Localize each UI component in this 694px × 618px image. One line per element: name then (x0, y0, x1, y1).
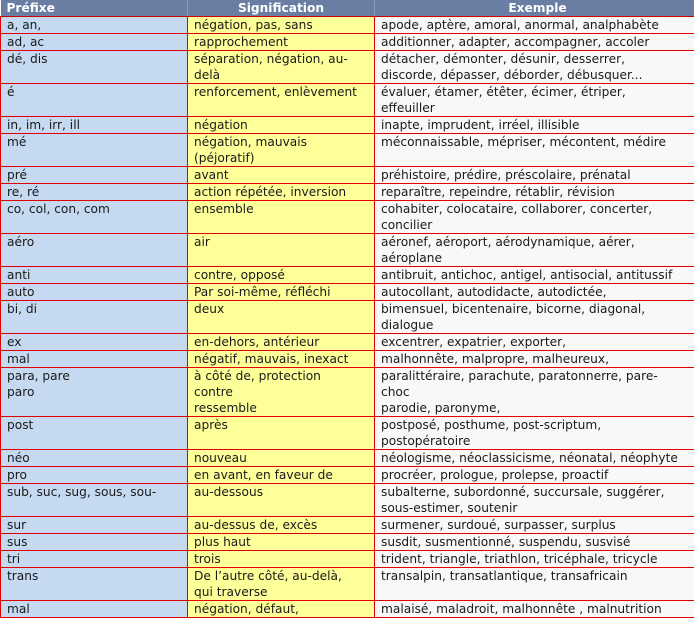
meaning-cell (188, 351, 375, 368)
example-cell (375, 117, 694, 134)
meaning-cell-line: ensemble (194, 201, 368, 217)
prefix-cell (1, 484, 188, 517)
example-cell-line: inapte, imprudent, irréel, illisible (381, 117, 694, 133)
prefix-cell-line: néo (7, 450, 181, 466)
example-cell (375, 517, 694, 534)
table-row (1, 517, 694, 534)
prefix-cell-line: paro (7, 384, 181, 400)
example-cell-line: trident, triangle, triathlon, tricéphale, tricycle (381, 551, 694, 567)
table-row (1, 34, 694, 51)
header-example: Exemple (375, 0, 694, 17)
prefix-cell-line: pré (7, 167, 181, 183)
example-cell (375, 450, 694, 467)
table-row (1, 201, 694, 234)
meaning-cell (188, 568, 375, 601)
example-cell-line: transalpin, transatlantique, transafricain (381, 568, 694, 584)
meaning-cell-line: De l’autre côté, au-delà, (194, 568, 368, 584)
table-row (1, 117, 694, 134)
meaning-cell-line: action répétée, inversion (194, 184, 368, 200)
prefix-cell-line: trans (7, 568, 181, 584)
prefix-cell-line: mal (7, 601, 181, 617)
prefix-cell (1, 417, 188, 450)
prefix-cell-line: a, an, (7, 17, 181, 33)
meaning-cell (188, 34, 375, 51)
example-cell (375, 84, 694, 117)
prefix-cell (1, 301, 188, 334)
meaning-cell-line: à côté de, protection (194, 368, 368, 384)
meaning-cell (188, 484, 375, 517)
example-cell (375, 201, 694, 234)
table-row (1, 284, 694, 301)
prefix-cell (1, 517, 188, 534)
example-cell-line: parodie, paronyme, (381, 400, 694, 416)
example-cell-line: malhonnête, malpropre, malheureux, (381, 351, 694, 367)
table-row (1, 334, 694, 351)
meaning-cell-line: plus haut (194, 534, 368, 550)
example-cell (375, 284, 694, 301)
prefix-cell-line: sur (7, 517, 181, 533)
meaning-cell (188, 467, 375, 484)
meaning-cell-line: qui traverse (194, 584, 368, 600)
meaning-cell-line: trois (194, 551, 368, 567)
meaning-cell-line: delà (194, 67, 368, 83)
prefix-cell-line: é (7, 84, 181, 100)
example-cell (375, 301, 694, 334)
meaning-cell (188, 167, 375, 184)
meaning-cell-line: deux (194, 301, 368, 317)
meaning-cell (188, 450, 375, 467)
prefix-cell (1, 368, 188, 417)
prefix-cell-line: ex (7, 334, 181, 350)
example-cell-line: néologisme, néoclassicisme, néonatal, néophyte (381, 450, 694, 466)
header-prefix: Préfixe (1, 0, 188, 17)
table-row (1, 301, 694, 334)
prefix-cell-line: ad, ac (7, 34, 181, 50)
example-cell-line: subalterne, subordonné, succursale, suggérer, (381, 484, 694, 500)
table-row (1, 234, 694, 267)
example-cell (375, 51, 694, 84)
prefix-cell-line: para, pare (7, 368, 181, 384)
prefix-cell (1, 450, 188, 467)
meaning-cell (188, 301, 375, 334)
meaning-cell-line: avant (194, 167, 368, 183)
prefix-cell (1, 201, 188, 234)
prefix-cell (1, 284, 188, 301)
prefix-cell (1, 334, 188, 351)
example-cell (375, 568, 694, 601)
meaning-cell (188, 517, 375, 534)
example-cell (375, 368, 694, 417)
example-cell-line: effeuiller (381, 100, 694, 116)
example-cell (375, 351, 694, 368)
prefix-cell-line: co, col, con, com (7, 201, 181, 217)
example-cell-line: méconnaissable, mépriser, mécontent, médire (381, 134, 694, 150)
meaning-cell-line: nouveau (194, 450, 368, 466)
example-cell-line: excentrer, expatrier, exporter, (381, 334, 694, 350)
example-cell-line: discorde, dépasser, déborder, débusquer... (381, 67, 694, 83)
meaning-cell (188, 284, 375, 301)
table-row (1, 184, 694, 201)
meaning-cell (188, 117, 375, 134)
example-cell-line: préhistoire, prédire, préscolaire, prénatal (381, 167, 694, 183)
example-cell-line: antibruit, antichoc, antigel, antisocial, antitussif (381, 267, 694, 283)
meaning-cell-line: après (194, 417, 368, 433)
meaning-cell (188, 234, 375, 267)
meaning-cell-line: négation, défaut, (194, 601, 368, 617)
meaning-cell-line: négation, pas, sans (194, 17, 368, 33)
example-cell-line: reparaître, repeindre, rétablir, révision (381, 184, 694, 200)
meaning-cell (188, 334, 375, 351)
example-cell (375, 234, 694, 267)
example-cell (375, 417, 694, 450)
example-cell (375, 467, 694, 484)
example-cell-line: aéronef, aéroport, aérodynamique, aérer, (381, 234, 694, 250)
example-cell-line: malaisé, maladroit, malhonnête , malnutrition (381, 601, 694, 617)
table-row (1, 484, 694, 517)
meaning-cell-line: négation, mauvais (194, 134, 368, 150)
example-cell (375, 184, 694, 201)
meaning-cell-line: Par soi-même, réfléchi (194, 284, 368, 300)
prefix-cell (1, 17, 188, 34)
prefix-cell (1, 601, 188, 618)
example-cell-line: cohabiter, colocataire, collaborer, concerter, (381, 201, 694, 217)
example-cell-line: surmener, surdoué, surpasser, surplus (381, 517, 694, 533)
meaning-cell-line: en avant, en faveur de (194, 467, 368, 483)
example-cell-line: postopératoire (381, 433, 694, 449)
prefix-cell (1, 234, 188, 267)
prefix-cell (1, 184, 188, 201)
meaning-cell-line: (péjoratif) (194, 150, 368, 166)
example-cell-line: concilier (381, 217, 694, 233)
table-row (1, 601, 694, 618)
prefix-cell (1, 568, 188, 601)
prefix-cell-line: anti (7, 267, 181, 283)
example-cell-line: additionner, adapter, accompagner, accoler (381, 34, 694, 50)
table-row (1, 267, 694, 284)
prefix-cell (1, 351, 188, 368)
meaning-cell-line: au-dessous (194, 484, 368, 500)
prefix-cell-line: re, ré (7, 184, 181, 200)
table-row (1, 417, 694, 450)
meaning-cell-line: négation (194, 117, 368, 133)
meaning-cell (188, 134, 375, 167)
example-cell-line: choc (381, 384, 694, 400)
example-cell-line: détacher, démonter, désunir, desserrer, (381, 51, 694, 67)
prefix-cell-line: post (7, 417, 181, 433)
meaning-cell (188, 551, 375, 568)
example-cell (375, 17, 694, 34)
example-cell-line: évaluer, étamer, étêter, écimer, étriper, (381, 84, 694, 100)
example-cell-line: aéroplane (381, 250, 694, 266)
header-row (1, 0, 694, 17)
example-cell-line: autocollant, autodidacte, autodictée, (381, 284, 694, 300)
example-cell (375, 334, 694, 351)
meaning-cell (188, 184, 375, 201)
meaning-cell-line: contre (194, 384, 368, 400)
example-cell-line: bimensuel, bicentenaire, bicorne, diagonal, (381, 301, 694, 317)
meaning-cell-line: au-dessus de, excès (194, 517, 368, 533)
meaning-cell (188, 84, 375, 117)
meaning-cell (188, 534, 375, 551)
prefix-cell-line: in, im, irr, ill (7, 117, 181, 133)
example-cell-line: dialogue (381, 317, 694, 333)
example-cell (375, 601, 694, 618)
meaning-cell-line: contre, opposé (194, 267, 368, 283)
meaning-cell (188, 17, 375, 34)
example-cell-line: postposé, posthume, post-scriptum, (381, 417, 694, 433)
table-body (1, 17, 694, 618)
example-cell-line: procréer, prologue, prolepse, proactif (381, 467, 694, 483)
prefix-cell (1, 84, 188, 117)
example-cell (375, 484, 694, 517)
prefix-cell-line: dé, dis (7, 51, 181, 67)
example-cell (375, 267, 694, 284)
example-cell-line: susdit, susmentionné, suspendu, susvisé (381, 534, 694, 550)
table-row (1, 84, 694, 117)
example-cell-line: apode, aptère, amoral, anormal, analphabète (381, 17, 694, 33)
prefix-cell (1, 551, 188, 568)
prefix-cell-line: sus (7, 534, 181, 550)
prefix-cell (1, 134, 188, 167)
example-cell (375, 551, 694, 568)
prefix-cell (1, 117, 188, 134)
example-cell (375, 34, 694, 51)
meaning-cell-line: séparation, négation, au- (194, 51, 368, 67)
meaning-cell (188, 201, 375, 234)
prefix-cell-line: auto (7, 284, 181, 300)
table-row (1, 467, 694, 484)
prefix-cell (1, 34, 188, 51)
table-row (1, 551, 694, 568)
table-row (1, 534, 694, 551)
example-cell-line: paralittéraire, parachute, paratonnerre, pare- (381, 368, 694, 384)
prefix-cell-line: bi, di (7, 301, 181, 317)
table-row (1, 17, 694, 34)
prefix-cell-line: aéro (7, 234, 181, 250)
meaning-cell (188, 601, 375, 618)
prefix-cell-line: tri (7, 551, 181, 567)
prefix-cell-line: mé (7, 134, 181, 150)
table-row (1, 51, 694, 84)
example-cell (375, 167, 694, 184)
header-meaning: Signification (188, 0, 375, 17)
prefix-cell (1, 534, 188, 551)
meaning-cell-line: ressemble (194, 400, 368, 416)
meaning-cell (188, 417, 375, 450)
meaning-cell-line: négatif, mauvais, inexact (194, 351, 368, 367)
prefix-cell-line: pro (7, 467, 181, 483)
table-row (1, 568, 694, 601)
meaning-cell (188, 51, 375, 84)
prefix-cell-line: sub, suc, sug, sous, sou- (7, 484, 181, 500)
prefix-cell (1, 167, 188, 184)
table-row (1, 167, 694, 184)
table-row (1, 351, 694, 368)
meaning-cell-line: renforcement, enlèvement (194, 84, 368, 100)
meaning-cell-line: air (194, 234, 368, 250)
example-cell (375, 134, 694, 167)
prefix-cell (1, 51, 188, 84)
meaning-cell-line: en-dehors, antérieur (194, 334, 368, 350)
prefix-cell-line: mal (7, 351, 181, 367)
table-row (1, 368, 694, 417)
meaning-cell (188, 368, 375, 417)
example-cell (375, 534, 694, 551)
example-cell-line: sous-estimer, soutenir (381, 500, 694, 516)
prefix-cell (1, 467, 188, 484)
table-row (1, 134, 694, 167)
table-row (1, 450, 694, 467)
meaning-cell (188, 267, 375, 284)
prefix-cell (1, 267, 188, 284)
meaning-cell-line: rapprochement (194, 34, 368, 50)
